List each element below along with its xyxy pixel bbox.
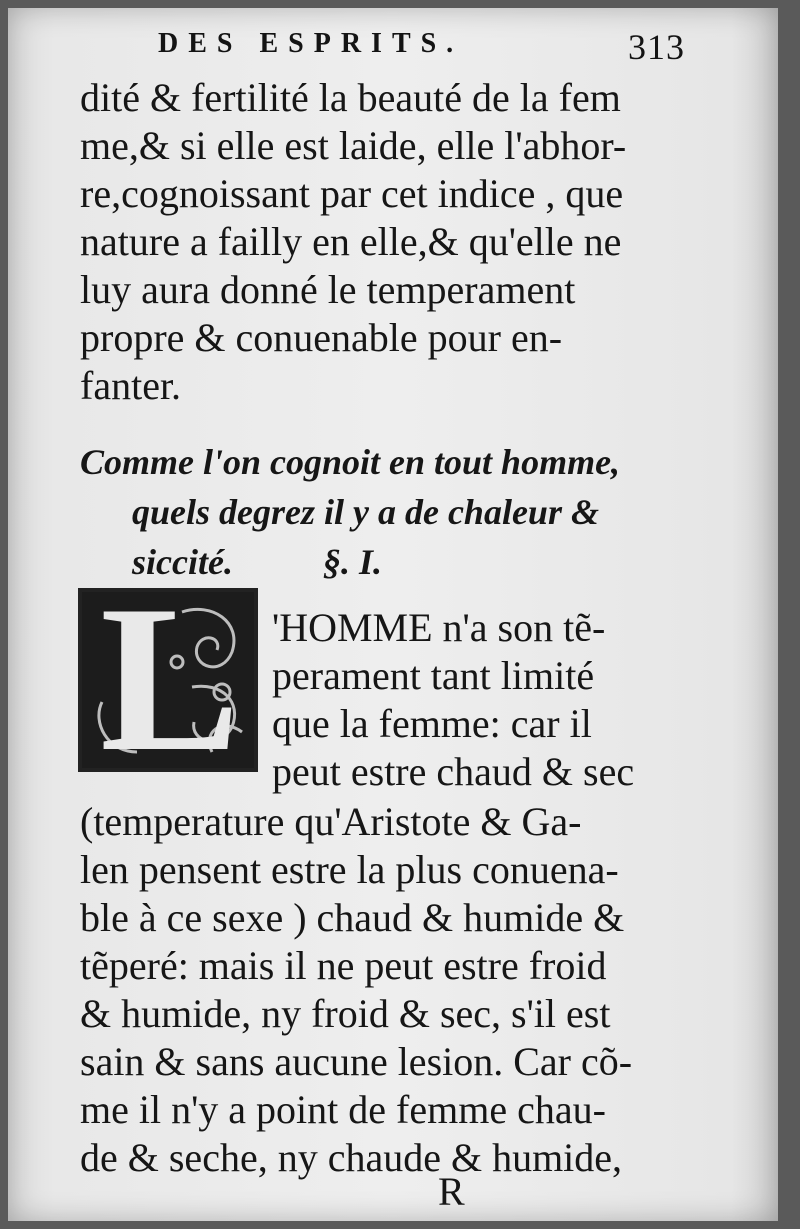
heading-line: siccité. §. I. (132, 542, 382, 582)
dropcap-letter: L (100, 563, 241, 795)
heading-line: quels degrez il y a de chaleur & (132, 492, 599, 532)
text-line: fanter. (80, 363, 182, 408)
text-line: luy aura donné le temperament (80, 267, 576, 312)
heading-line: Comme l'on cognoit en tout homme, (80, 442, 621, 482)
running-head: DES ESPRITS. (158, 28, 464, 59)
page-number: 313 (628, 27, 685, 67)
text-line: len pensent estre la plus conuena- (80, 847, 619, 892)
text-line: ble à ce sexe ) chaud & humide & (80, 895, 625, 940)
text-line: de & seche, ny chaude & humide, (80, 1135, 623, 1180)
book-page (8, 8, 778, 1221)
text-line: dité & fertilité la beauté de la fem (80, 75, 621, 120)
text-line: perament tant limité (272, 653, 595, 698)
text-line: me il n'y a point de femme chau- (80, 1087, 606, 1132)
page-header (8, 26, 778, 76)
text-line: 'HOMME n'a son tẽ- (272, 605, 606, 650)
text-line: propre & conuenable pour en- (80, 315, 563, 360)
text-line: tẽperé: mais il ne peut estre froid (80, 943, 607, 988)
decorated-initial (78, 563, 258, 795)
text-line: que la femme: car il (272, 701, 592, 746)
text-line: re,cognoissant par cet indice , que (80, 171, 624, 216)
text-line: (temperature qu'Aristote & Ga- (80, 799, 582, 844)
text-line: sain & sans aucune lesion. Car cõ- (80, 1039, 633, 1084)
catchword: R (438, 1169, 465, 1214)
text-line: peut estre chaud & sec (272, 749, 635, 794)
text-line: & humide, ny froid & sec, s'il est (80, 991, 611, 1036)
text-line: me,& si elle est laide, elle l'abhor- (80, 123, 627, 168)
text-line: nature a failly en elle,& qu'elle ne (80, 219, 622, 264)
